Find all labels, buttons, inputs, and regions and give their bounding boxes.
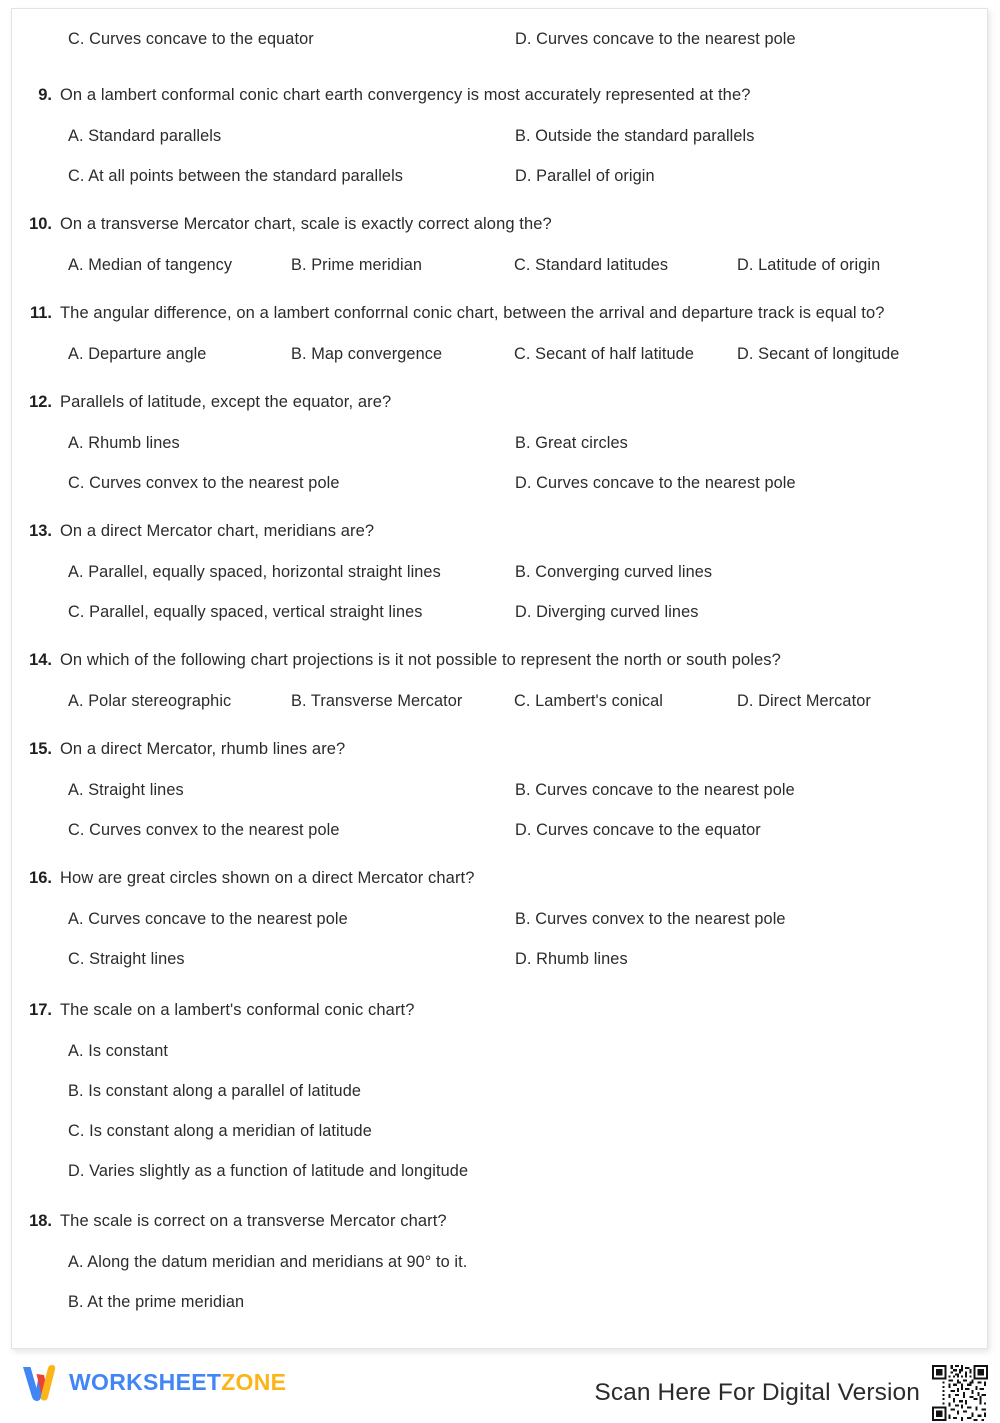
option-row: [68, 342, 987, 366]
option-a[interactable]: A. Standard parallels: [68, 127, 222, 145]
question-stem: [12, 737, 987, 762]
option-d[interactable]: D. Curves concave to the nearest pole: [515, 474, 796, 492]
option-c[interactable]: C. At all points between the standard parallels: [68, 167, 404, 185]
spacer: [68, 1103, 987, 1119]
option-a[interactable]: A. Departure angle: [68, 345, 207, 363]
question-text: The scale on a lambert's conformal conic chart?: [60, 1001, 415, 1019]
option-group: [12, 342, 987, 366]
option-group: [12, 253, 987, 277]
option-a[interactable]: A. Is constant: [68, 1042, 169, 1060]
option-row: [68, 27, 987, 51]
spacer: [12, 1234, 987, 1250]
question-number: 15.: [29, 740, 52, 758]
question-14: [12, 648, 987, 713]
option-a[interactable]: A. Polar stereographic: [68, 692, 232, 710]
option-d[interactable]: D. Varies slightly as a function of latitude and longitude: [68, 1162, 469, 1180]
question-12: [12, 390, 987, 495]
spacer: [68, 584, 987, 600]
question-number: 13.: [29, 522, 52, 540]
question-13: [12, 519, 987, 624]
question-text: On which of the following chart projections is it not possible to represent the north or south poles?: [60, 651, 781, 669]
option-row: [68, 907, 987, 931]
option-a[interactable]: A. Parallel, equally spaced, horizontal straight lines: [68, 563, 441, 581]
option-b[interactable]: B. Prime meridian: [291, 256, 423, 274]
option-a[interactable]: A. Curves concave to the nearest pole: [68, 910, 348, 928]
spacer: [12, 108, 987, 124]
option-c[interactable]: C. Standard latitudes: [514, 256, 669, 274]
option-row: [68, 253, 987, 277]
brand-zone-text: ZONE: [221, 1368, 287, 1395]
spacer: [68, 148, 987, 164]
question-stem: [12, 212, 987, 237]
logo-w-icon: [20, 1361, 60, 1403]
option-group: [12, 560, 987, 624]
question-number: 18.: [29, 1212, 52, 1230]
option-group: [12, 689, 987, 713]
scan-section: [594, 1363, 990, 1423]
spacer: [12, 762, 987, 778]
spacer: [12, 51, 987, 73]
option-row: [68, 164, 987, 188]
option-b[interactable]: B. Converging curved lines: [515, 563, 713, 581]
option-group: [12, 124, 987, 188]
question-16: [12, 866, 987, 971]
option-c[interactable]: C. Parallel, equally spaced, vertical straight lines: [68, 603, 423, 621]
question-number: 11.: [29, 304, 52, 322]
question-stem: [12, 390, 987, 415]
option-group: [12, 778, 987, 842]
question-number: 16.: [29, 869, 52, 887]
qr-code-icon[interactable]: [930, 1363, 990, 1423]
spacer: [12, 326, 987, 342]
option-b[interactable]: B. Great circles: [515, 434, 628, 452]
question-text: On a transverse Mercator chart, scale is exactly correct along the?: [60, 215, 552, 233]
option-b[interactable]: B. Is constant along a parallel of latitude: [68, 1082, 362, 1100]
spacer: [12, 495, 987, 519]
question-text: On a direct Mercator chart, meridians are?: [60, 522, 375, 540]
question-number: 14.: [29, 651, 52, 669]
spacer: [12, 544, 987, 560]
question-text: On a lambert conformal conic chart earth convergency is most accurately represented at the?: [60, 86, 751, 104]
option-row: [68, 600, 987, 624]
option-group: [12, 907, 987, 971]
option-d[interactable]: D. Curves concave to the equator: [515, 821, 761, 839]
partial-question-top: [12, 27, 987, 51]
spacer: [68, 455, 987, 471]
option-group: [12, 27, 987, 51]
spacer: [12, 1023, 987, 1039]
spacer: [68, 1143, 987, 1159]
option-d[interactable]: D. Diverging curved lines: [515, 603, 699, 621]
question-18: [12, 1209, 987, 1314]
spacer: [12, 277, 987, 301]
question-stem: [12, 1209, 987, 1234]
question-stem: [12, 648, 987, 673]
option-b[interactable]: B. At the prime meridian: [68, 1293, 245, 1311]
spacer: [12, 971, 987, 998]
option-row: [68, 1039, 987, 1063]
worksheet-page: [11, 8, 988, 1349]
option-a[interactable]: A. Along the datum meridian and meridians at 90° to it.: [68, 1253, 468, 1271]
spacer: [12, 673, 987, 689]
question-stem: [12, 519, 987, 544]
question-text: How are great circles shown on a direct Mercator chart?: [60, 869, 475, 887]
option-b[interactable]: B. Curves concave to the nearest pole: [515, 781, 795, 799]
spacer: [68, 931, 987, 947]
spacer: [12, 624, 987, 648]
option-row: [68, 124, 987, 148]
option-c[interactable]: C. Curves convex to the nearest pole: [68, 474, 340, 492]
spacer: [12, 713, 987, 737]
spacer: [68, 1274, 987, 1290]
question-number: 17.: [29, 1001, 52, 1019]
option-row: [68, 471, 987, 495]
option-row: [68, 1079, 987, 1103]
option-c[interactable]: C. Secant of half latitude: [514, 345, 694, 363]
question-number: 10.: [29, 215, 52, 233]
option-row: [68, 778, 987, 802]
option-c[interactable]: C. Straight lines: [68, 950, 185, 968]
option-c[interactable]: C. Curves convex to the nearest pole: [68, 821, 340, 839]
option-row: [68, 818, 987, 842]
option-c[interactable]: C. Lambert's conical: [514, 692, 663, 710]
spacer: [12, 842, 987, 866]
spacer: [12, 1183, 987, 1209]
option-row: [68, 431, 987, 455]
option-row: [68, 1119, 987, 1143]
question-17: [12, 998, 987, 1183]
option-row: [68, 1159, 987, 1183]
option-row: [68, 1250, 987, 1274]
option-row: [68, 947, 987, 971]
brand-worksheet-text: WORKSHEET: [69, 1368, 222, 1395]
spacer: [12, 891, 987, 907]
worksheet-body: [12, 9, 987, 1314]
option-a[interactable]: A. Median of tangency: [68, 256, 233, 274]
option-d[interactable]: D. Direct Mercator: [737, 692, 871, 710]
spacer: [12, 366, 987, 390]
question-stem: [12, 83, 987, 108]
question-stem: [12, 301, 987, 326]
option-group: [12, 1250, 987, 1314]
option-row: [68, 1290, 987, 1314]
option-b[interactable]: B. Outside the standard parallels: [515, 127, 755, 145]
question-text: On a direct Mercator, rhumb lines are?: [60, 740, 346, 758]
question-stem: [12, 866, 987, 891]
option-c[interactable]: C. Is constant along a meridian of latitude: [68, 1122, 372, 1140]
scan-here-label: Scan Here For Digital Version: [594, 1378, 920, 1406]
option-a[interactable]: A. Rhumb lines: [68, 434, 180, 452]
question-10: [12, 212, 987, 277]
option-c[interactable]: C. Curves concave to the equator: [68, 30, 314, 48]
question-text: The scale is correct on a transverse Mercator chart?: [60, 1212, 447, 1230]
question-number: 9.: [38, 86, 52, 104]
page-footer: [0, 1353, 1000, 1414]
spacer: [12, 73, 987, 83]
option-a[interactable]: A. Straight lines: [68, 781, 184, 799]
question-text: The angular difference, on a lambert conforrnal conic chart, between the arrival and departure track is equal to?: [60, 304, 885, 322]
question-number: 12.: [29, 393, 52, 411]
option-d[interactable]: D. Parallel of origin: [515, 167, 655, 185]
spacer: [12, 188, 987, 212]
option-b[interactable]: B. Transverse Mercator: [291, 692, 463, 710]
option-d[interactable]: D. Secant of longitude: [737, 345, 900, 363]
option-d[interactable]: D. Rhumb lines: [515, 950, 628, 968]
spacer: [12, 237, 987, 253]
option-d[interactable]: D. Latitude of origin: [737, 256, 881, 274]
brand-wordmark: [69, 1368, 287, 1395]
option-group: [12, 431, 987, 495]
question-11: [12, 301, 987, 366]
spacer: [68, 1063, 987, 1079]
question-15: [12, 737, 987, 842]
option-row: [68, 560, 987, 584]
option-row: [68, 689, 987, 713]
option-d[interactable]: D. Curves concave to the nearest pole: [515, 30, 796, 48]
spacer: [12, 415, 987, 431]
option-b[interactable]: B. Map convergence: [291, 345, 443, 363]
option-b[interactable]: B. Curves convex to the nearest pole: [515, 910, 786, 928]
spacer: [68, 802, 987, 818]
worksheet-zone-logo[interactable]: [20, 1361, 286, 1403]
question-text: Parallels of latitude, except the equator, are?: [60, 393, 392, 411]
option-group: [12, 1039, 987, 1183]
question-stem: [12, 998, 987, 1023]
question-9: [12, 83, 987, 188]
